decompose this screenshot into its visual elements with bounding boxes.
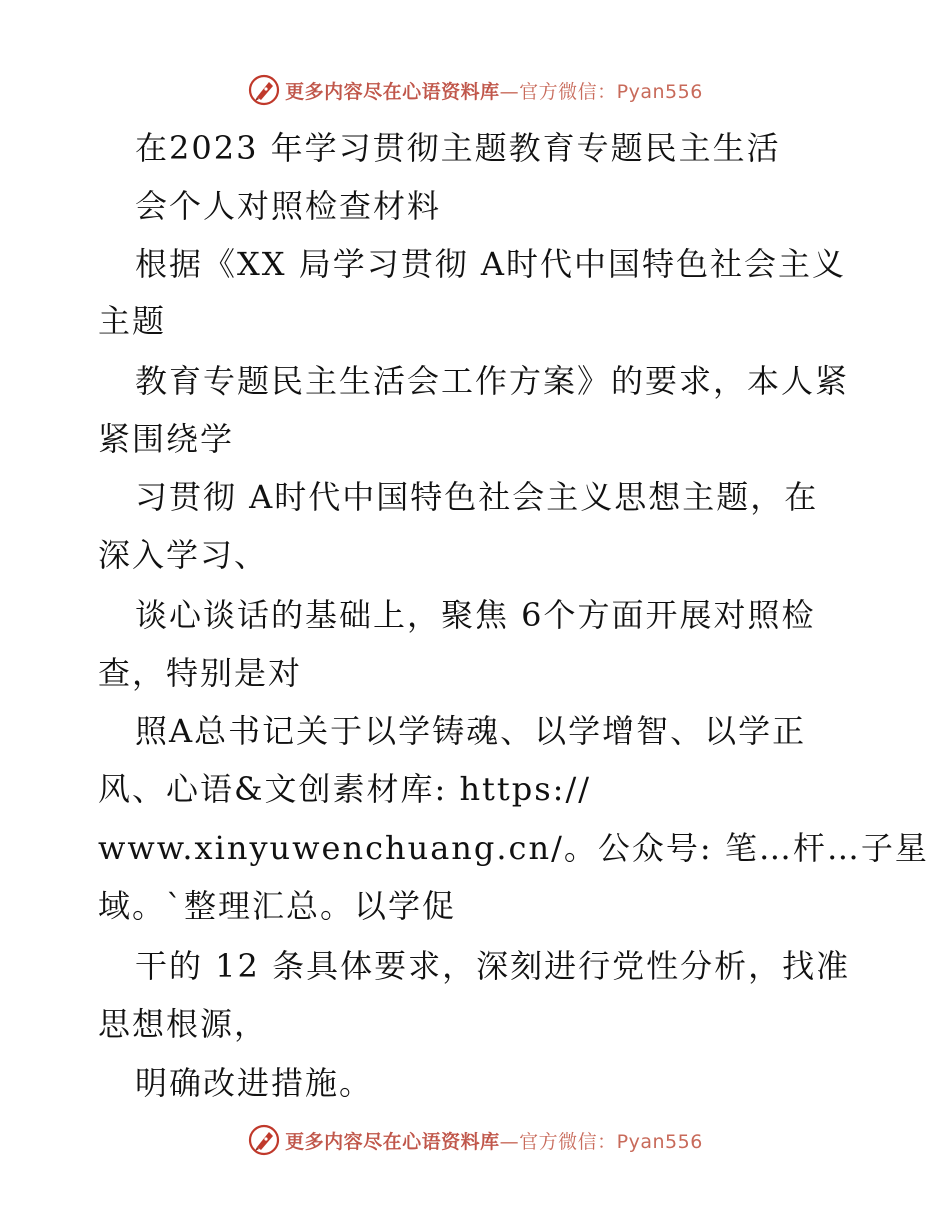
header-banner-bold: 更多内容尽在心语资料库	[285, 80, 500, 103]
doc-line-7: 习贯彻 A时代中国特色社会主义思想主题，在	[135, 478, 819, 516]
doc-line-9: 谈心谈话的基础上，聚焦 6个方面开展对照检	[135, 596, 816, 634]
header-watermark-banner	[0, 70, 950, 110]
doc-line-8: 深入学习、	[98, 536, 269, 574]
doc-line-16: 思想根源，	[98, 1005, 269, 1043]
doc-line-14: 域。`整理汇总。以学促	[98, 887, 457, 925]
header-banner-rest: —官方微信：Pyan556	[499, 80, 703, 103]
pen-nib-logo-icon	[247, 73, 281, 107]
doc-line-4: 主题	[98, 302, 167, 340]
doc-line-17: 明确改进措施。	[135, 1064, 374, 1102]
doc-line-1: 在2023 年学习贯彻主题教育专题民主生活	[135, 129, 781, 167]
doc-line-15: 干的 12 条具体要求，深刻进行党性分析，找准	[135, 947, 851, 985]
footer-watermark-banner	[0, 1120, 950, 1160]
pen-nib-logo-icon	[247, 1123, 281, 1157]
header-banner-text	[285, 77, 703, 104]
footer-banner-bold: 更多内容尽在心语资料库	[285, 1130, 500, 1153]
footer-banner-text	[285, 1127, 703, 1154]
doc-line-10: 查，特别是对	[98, 654, 303, 692]
doc-line-11: 照A总书记关于以学铸魂、以学增智、以学正	[135, 712, 807, 750]
doc-line-13: www.xinyuwenchuang.cn/。公众号: 笔…杆…子星	[98, 829, 929, 867]
doc-line-3: 根据《XX 局学习贯彻 A时代中国特色社会主义	[135, 245, 847, 283]
doc-line-5: 教育专题民主生活会工作方案》的要求，本人紧	[135, 362, 850, 400]
doc-line-6: 紧围绕学	[98, 420, 235, 458]
doc-line-12: 风、心语&文创素材库: https://	[98, 770, 592, 808]
doc-line-2: 会个人对照检查材料	[135, 187, 442, 225]
footer-banner-rest: —官方微信：Pyan556	[499, 1130, 703, 1153]
